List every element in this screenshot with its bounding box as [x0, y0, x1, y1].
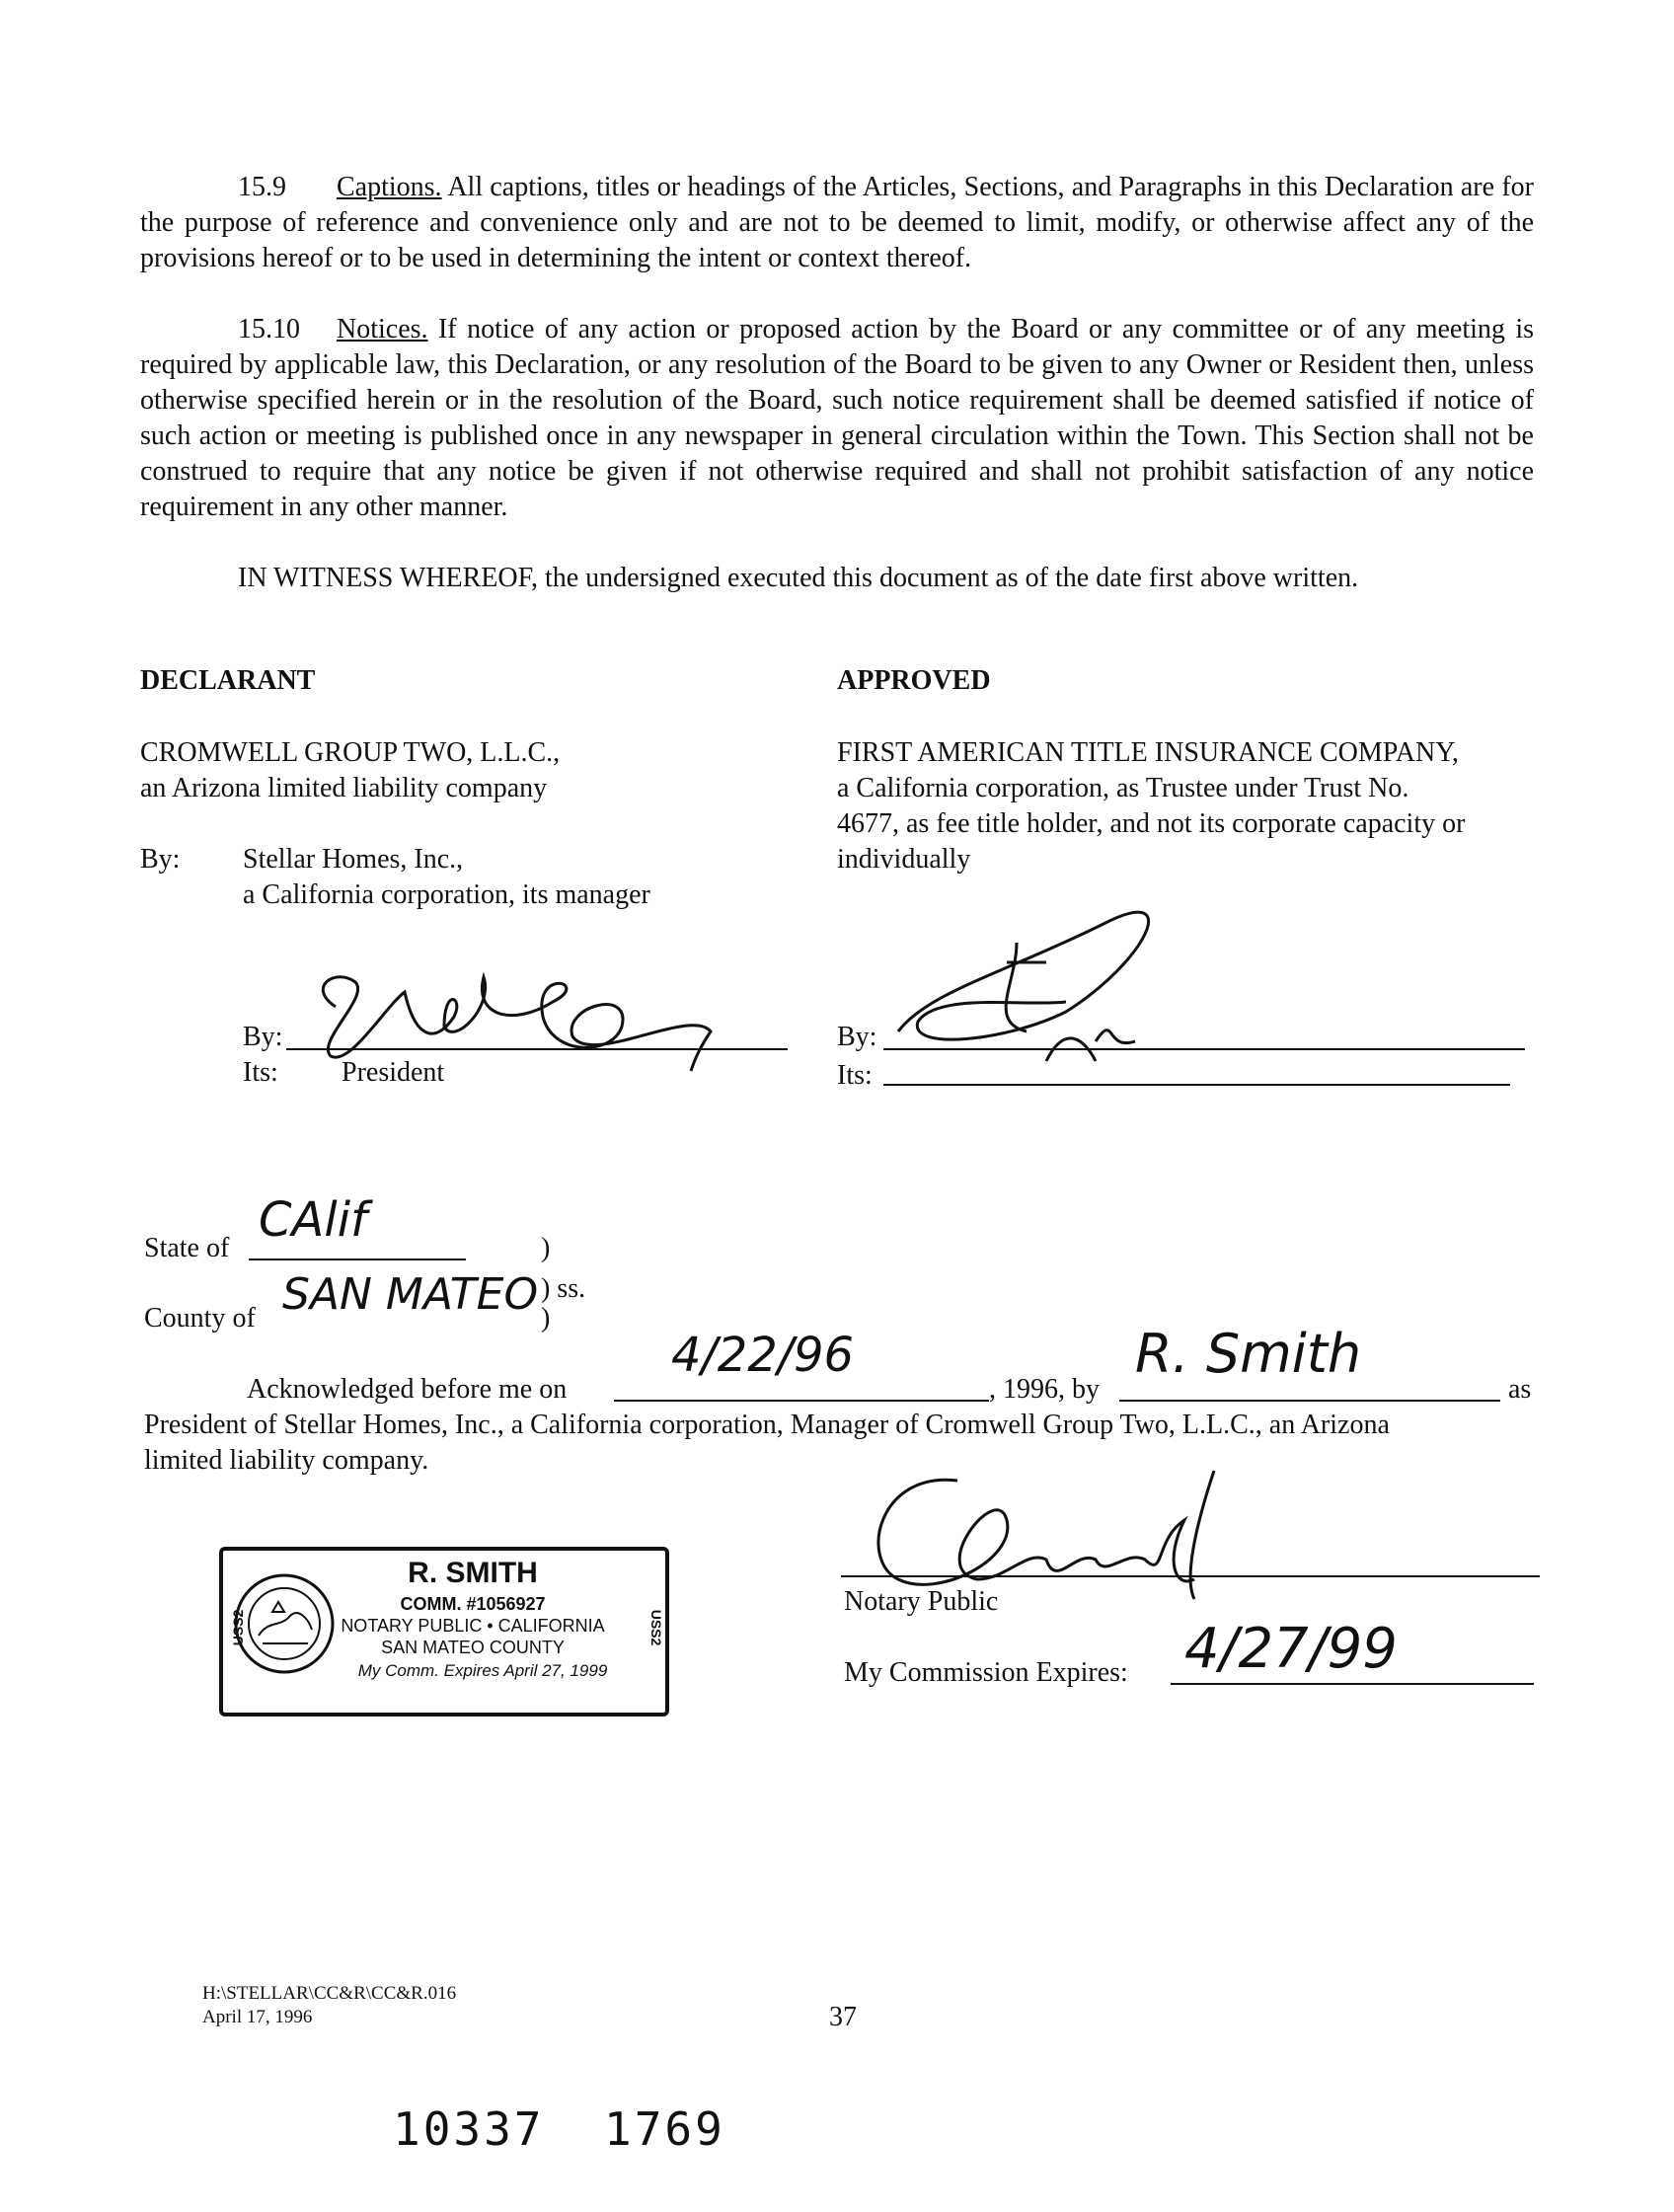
- ack-line2: President of Stellar Homes, Inc., a California corporation, Manager of Cromwell Group Two, L.L.C., an Arizona: [144, 1410, 1390, 1440]
- declarant-by-label: By:: [140, 844, 181, 875]
- approved-line3: 4677, as fee title holder, and not its corporate capacity or: [837, 808, 1466, 839]
- notary-public-label: Notary Public: [844, 1586, 999, 1617]
- stamp-title: NOTARY PUBLIC • CALIFORNIA: [341, 1616, 605, 1636]
- state-seal-icon: [233, 1572, 336, 1675]
- declarant-entity-line1: CROMWELL GROUP TWO, L.L.C.,: [140, 737, 561, 768]
- state-label: State of: [144, 1233, 230, 1263]
- approved-line2: a California corporation, as Trustee under Trust No.: [837, 773, 1409, 803]
- county-paren: ): [541, 1303, 551, 1334]
- declarant-sign-by-label: By:: [243, 1022, 283, 1052]
- ack-year-by: , 1996, by: [989, 1374, 1100, 1405]
- recording-page-number: 1769: [604, 2102, 725, 2156]
- footer-file-path: H:\STELLAR\CC&R\CC&R.016: [202, 1983, 457, 2004]
- declarant-its-value: President: [342, 1057, 445, 1088]
- ack-name-line: [1119, 1400, 1500, 1402]
- declarant-manager-line1: Stellar Homes, Inc.,: [243, 844, 464, 875]
- section-15-10: [140, 312, 1534, 525]
- stamp-side-label-left: USS2: [230, 1609, 246, 1646]
- section-body: All captions, titles or headings of the Articles, Sections, and Paragraphs in this Declaration are for the purpose of reference and convenience only and are not to be deemed to limit, modify, or otherwise affect any of the provisions hereof or to be used in determining the intent or context thereof.: [140, 172, 1534, 273]
- state-value: CAlif: [259, 1192, 367, 1248]
- declarant-entity-line2: an Arizona limited liability company: [140, 773, 548, 803]
- approved-heading: APPROVED: [837, 665, 991, 696]
- declarant-its-label: Its:: [243, 1057, 278, 1088]
- section-heading: Captions.: [337, 172, 442, 202]
- stamp-side-label-right: USS2: [648, 1609, 664, 1646]
- stamp-expires: My Comm. Expires April 27, 1999: [357, 1661, 608, 1680]
- notary-signature-line: [841, 1575, 1540, 1577]
- ack-date: 4/22/96: [671, 1328, 855, 1383]
- approved-its-line: [883, 1084, 1510, 1086]
- section-heading: Notices.: [337, 314, 428, 344]
- ack-line3: limited liability company.: [144, 1445, 429, 1476]
- declarant-heading: DECLARANT: [140, 665, 316, 696]
- footer-date: April 17, 1996: [202, 2007, 313, 2027]
- approved-line1: FIRST AMERICAN TITLE INSURANCE COMPANY,: [837, 737, 1459, 768]
- ack-name: R. Smith: [1135, 1323, 1362, 1385]
- section-number: 15.9: [238, 172, 286, 202]
- page-number: 37: [829, 2002, 857, 2032]
- state-paren: ): [541, 1233, 551, 1263]
- section-body: If notice of any action or proposed action by the Board or any committee or of any meeting is required by applicable law, this Declaration, or any resolution of the Board to be given to any Owner or Resident then, unless otherwise specified herein or in the resolution of the Board, such notice requirement shall be deemed satisfied if notice of such action or meeting is published once in any newspaper in general circulation within the Town. This Section shall not be construed to require that any notice be given if not otherwise required and shall not prohibit satisfaction of any notice requirement in any other manner.: [140, 314, 1535, 522]
- stamp-comm: COMM. #1056927: [400, 1594, 546, 1614]
- state-line: [249, 1259, 466, 1260]
- commission-expires-value: 4/27/99: [1184, 1617, 1398, 1681]
- notary-stamp: [219, 1547, 669, 1716]
- approved-by-label: By:: [837, 1022, 877, 1052]
- witness-clause: IN WITNESS WHEREOF, the undersigned executed this document as of the date first above written.: [238, 563, 1359, 593]
- ack-prefix: Acknowledged before me on: [247, 1374, 568, 1405]
- ss-label: ) ss.: [541, 1273, 586, 1304]
- county-label: County of: [144, 1303, 256, 1334]
- section-number: 15.10: [238, 314, 300, 344]
- county-value: SAN MATEO: [282, 1269, 539, 1320]
- ack-as: as: [1508, 1374, 1532, 1405]
- stamp-county: SAN MATEO COUNTY: [381, 1638, 565, 1657]
- commission-expires-line: [1171, 1683, 1534, 1685]
- ack-date-line: [614, 1400, 989, 1402]
- declarant-manager-line2: a California corporation, its manager: [243, 879, 650, 910]
- commission-expires-label: My Commission Expires:: [844, 1657, 1128, 1688]
- stamp-name: R. SMITH: [408, 1557, 538, 1589]
- approved-line4: individually: [837, 844, 971, 875]
- approved-its-label: Its:: [837, 1060, 873, 1091]
- approved-signature: [869, 883, 1224, 1081]
- section-15-9: [140, 170, 1534, 276]
- recording-book-number: 10337: [393, 2102, 545, 2156]
